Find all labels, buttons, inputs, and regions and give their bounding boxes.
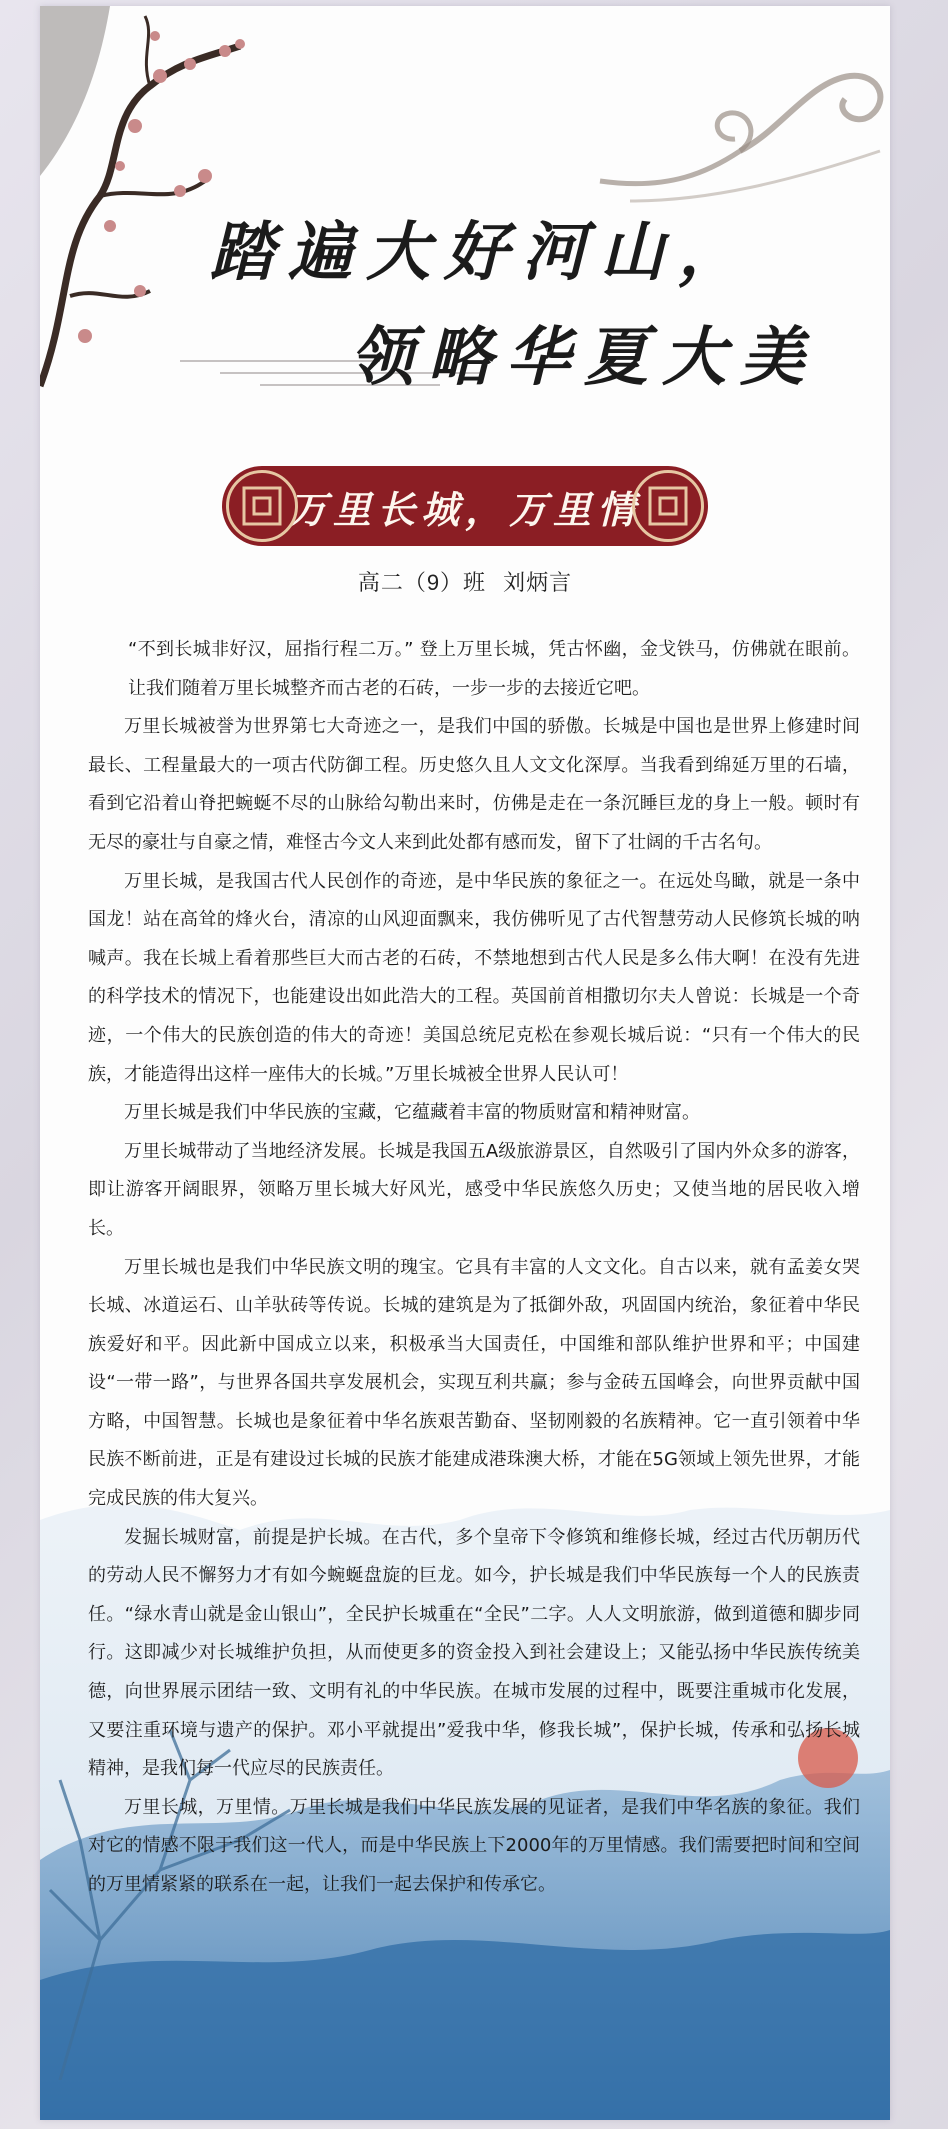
essay-paragraph: “不到长城非好汉，屈指行程二万。” 登上万里长城，凭古怀幽，金戈铁马，仿佛就在眼前。让我们随着万里长城整齐而古老的石砖，一步一步的去接近它吧。 [128,639,860,699]
essay-paragraph: 万里长城被誉为世界第七大奇迹之一，是我们中国的骄傲。长城是中国也是世界上修建时间最长、工程量最大的一项古代防御工程。历史悠久且人文文化深厚。当我看到绵延万里的石墙，看到它沿着山脊把蜿蜒不尽的山脉给勾勒出来时，仿佛是走在一条沉睡巨龙的身上一般。顿时有无尽的豪壮与自豪之情，难怪古今文人来到此处都有感而发，留下了壮阔的千古名句。 [88,716,860,853]
essay-paragraph: 万里长城带动了当地经济发展。长城是我国五A级旅游景区，自然吸引了国内外众多的游客，即让游客开阔眼界，领略万里长城大好风光，感受中华民族悠久历史；又使当地的居民收入增长。 [88,1140,860,1239]
title-banner [222,466,708,546]
poster-card [40,6,890,2120]
banner-title: 万里长城，万里情 [288,486,641,532]
essay-paragraph: 发掘长城财富，前提是护长城。在古代，多个皇帝下令修筑和维修长城，经过古代历朝历代的劳动人民不懈努力才有如今蜿蜒盘旋的巨龙。如今，护长城是我们中华民族每一个人的民族责任。“绿水青山就是金山银山”，全民护长城重在“全民”二字。人人文明旅游，做到道德和脚步同行。这即减少对长城维护负担，从而使更多的资金投入到社会建设上；又能弘扬中华民族传统美德，向世界展示团结一致、文明有礼的中华民族。在城市发展的过程中，既要注重城市化发展，又要注重环境与遗产的保护。邓小平就提出”爱我中华，修我长城”，保护长城，传承和弘扬长城精神，是我们每一代应尽的民族责任。 [88,1526,860,1780]
lattice-ornament-icon [632,470,704,542]
swirl-cloud-illustration [590,41,890,211]
essay-body [88,631,860,1905]
headline-line-1: 踏遍大好河山， [210,215,756,290]
essay-paragraph: 万里长城，万里情。万里长城是我们中华民族发展的见证者，是我们中华名族的象征。我们对它的情感不限于我们这一代人，而是中华民族上下2000年的万里情感。我们需要把时间和空间的万里情紧紧的联系在一起，让我们一起去保护和传承它。 [88,1796,860,1895]
headline-line-2: 领略华夏大美 [350,320,818,395]
essay-paragraph: 万里长城是我们中华民族的宝藏，它蕴藏着丰富的物质财富和精神财富。 [124,1102,700,1124]
author-byline: 高二（9）班 刘炳言 [357,570,573,595]
essay-paragraph: 万里长城也是我们中华民族文明的瑰宝。它具有丰富的人文文化。自古以来，就有孟姜女哭长城、冰道运石、山羊驮砖等传说。长城的建筑是为了抵御外敌，巩固国内统治，象征着中华民族爱好和平。因此新中国成立以来，积极承当大国责任，中国维和部队维护世界和平；中国建设“一带一路”，与世界各国共享发展机会，实现互利共赢；参与金砖五国峰会，向世界贡献中国方略，中国智慧。长城也是象征着中华名族艰苦勤奋、坚韧刚毅的名族精神。它一直引领着中华民族不断前进，正是有建设过长城的民族才能建成港珠澳大桥，才能在5G领域上领先世界，才能完成民族的伟大复兴。 [88,1256,860,1510]
essay-paragraph: 万里长城，是我国古代人民创作的奇迹，是中华民族的象征之一。在远处鸟瞰，就是一条中国龙！站在高耸的烽火台，清凉的山风迎面飘来，我仿佛听见了古代智慧劳动人民修筑长城的呐喊声。我在长城上看着那些巨大而古老的石砖，不禁地想到古代人民是多么伟大啊！在没有先进的科学技术的情况下，也能建设出如此浩大的工程。英国前首相撒切尔夫人曾说：长城是一个奇迹，一个伟大的民族创造的伟大的奇迹！美国总统尼克松在参观长城后说：“只有一个伟大的民族，才能造得出这样一座伟大的长城。”万里长城被全世界人民认可！ [88,870,860,1085]
lattice-ornament-icon [226,470,298,542]
